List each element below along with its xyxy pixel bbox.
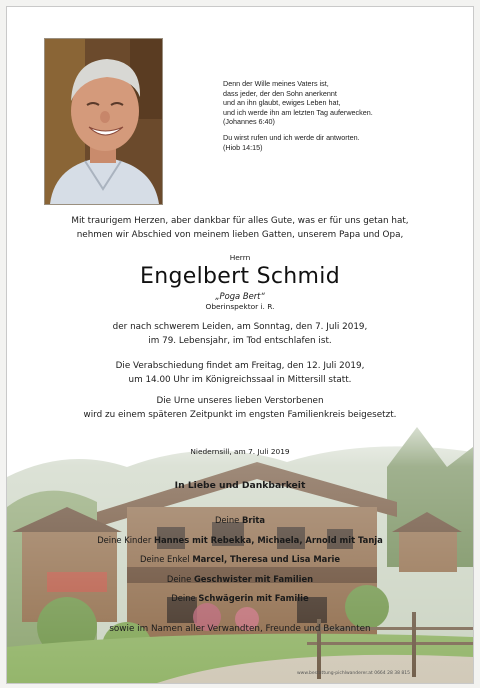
verse-reference: (Johannes 6:40) <box>223 117 275 127</box>
farewell-line: Die Verabschiedung findet am Freitag, den 12. Juli 2019, <box>115 361 365 371</box>
family-siblings: Deine Geschwister mit Familien <box>166 573 314 584</box>
verse-line: und ich werde ihn am letzten Tag auferwecken. <box>223 107 373 117</box>
relatives-line: sowie im Namen aller Verwandten, Freunde und Bekannten <box>109 624 371 634</box>
urn-line: wird zu einem späteren Zeitpunkt im engsten Familienkreis beigesetzt. <box>83 409 397 420</box>
family-children: Deine Kinder Hannes mit Rebekka, Michaela, Arnold mit Tanja <box>97 534 383 545</box>
death-notice <box>7 321 473 348</box>
verse-line: dass jeder, der den Sohn anerkennt <box>223 88 337 98</box>
family-grandchildren: Deine Enkel Marcel, Theresa und Lisa Marie <box>139 554 341 564</box>
family-list <box>7 511 473 609</box>
farewell-line: um 14.00 Uhr im Königreichssaal in Mittersill statt. <box>128 374 352 385</box>
verse-line: Du wirst rufen und ich werde dir antworten. <box>223 132 360 142</box>
family-inlaws: Deine Schwägerin mit Familie <box>171 593 309 603</box>
verse-reference: (Hiob 14:15) <box>223 142 263 152</box>
verse-line: Denn der Wille meines Vaters ist, <box>223 79 329 88</box>
closing-line: In Liebe und Dankbarkeit <box>174 480 306 491</box>
urn-notice <box>7 395 473 422</box>
bible-verse <box>223 79 453 152</box>
intro-line: nehmen wir Abschied von meinem lieben Gatten, unserem Papa und Opa, <box>76 229 404 240</box>
intro-text <box>7 215 473 242</box>
footer-contact: www.bestattung-pichlwanderer.at 0664 28 38 815 <box>297 671 410 676</box>
nickname: „Poga Bert“ <box>215 291 265 301</box>
death-line: im 79. Lebensjahr, im Tod entschlafen ist. <box>148 335 332 346</box>
urn-line: Die Urne unseres lieben Verstorbenen <box>156 396 324 406</box>
farewell-notice <box>7 360 473 387</box>
intro-line: Mit traurigem Herzen, aber dankbar für alles Gute, was er für uns getan hat, <box>71 216 409 226</box>
death-line: der nach schwerem Leiden, am Sonntag, den 7. Juli 2019, <box>112 322 368 332</box>
obituary-card <box>6 6 474 684</box>
verse-line: und an ihn glaubt, ewiges Leben hat, <box>223 98 341 108</box>
deceased-name: Engelbert Schmid <box>140 264 340 289</box>
portrait-photo <box>44 38 163 205</box>
salutation: Herrn <box>229 253 251 262</box>
place-date: Niedernsill, am 7. Juli 2019 <box>190 447 290 456</box>
title: Oberinspektor i. R. <box>205 302 275 311</box>
family-wife: Deine Brita <box>214 515 266 525</box>
